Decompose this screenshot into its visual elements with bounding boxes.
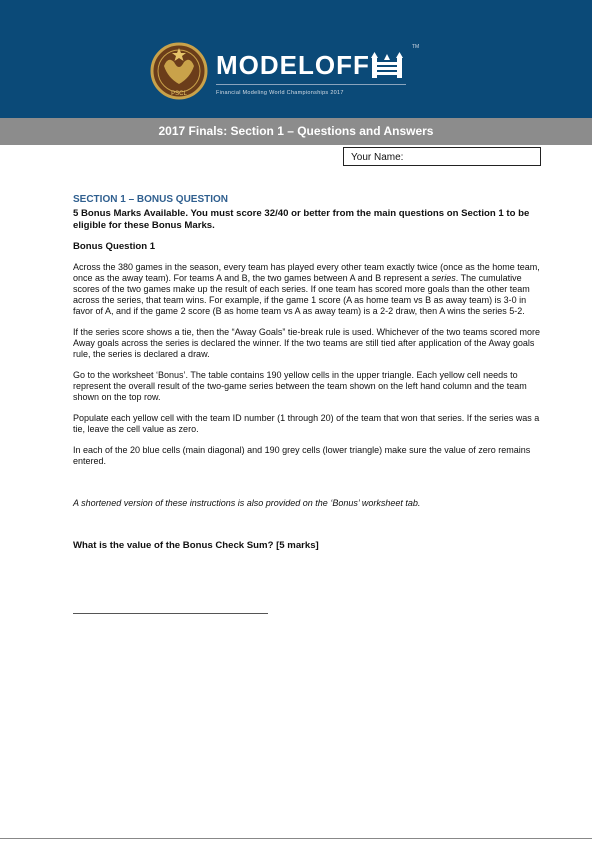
answer-line[interactable] [73, 613, 268, 614]
your-name-field[interactable]: Your Name: [343, 147, 541, 166]
paragraph-text: Across the 380 games in the season, every team has played every other team exactly twice (once as the home team, once as the away team). For teams A and B, the two games between A and B represent a [73, 262, 540, 283]
paragraph-tiebreak: If the series score shows a tie, then the “Away Goals” tie-break rule is used. Whichever of the two teams scored more Away goals across the series is declared the winner. If the two teams are still tied after application of the Away goals rule, the series is declared a draw. [73, 327, 541, 359]
bonus-section [73, 194, 543, 551]
pscl-seal-icon [150, 42, 208, 100]
brand-name: MODELOFF [216, 50, 370, 80]
bonus-notice: 5 Bonus Marks Available. You must score 32/40 or better from the main questions on Section 1 to be eligible for these Bonus Marks. [73, 208, 530, 231]
paragraph-zero-cells: In each of the 20 blue cells (main diagonal) and 190 grey cells (lower triangle) make sure the value of zero remains entered. [73, 445, 531, 466]
tagline: Financial Modeling World Championships 2017 [216, 90, 344, 96]
instructions-note: A shortened version of these instructions is also provided on the ‘Bonus’ worksheet tab. [73, 498, 421, 508]
paragraph-worksheet: Go to the worksheet ‘Bonus’. The table contains 190 yellow cells in the upper triangle. Each yellow cell needs to represent the overall result of the two-game series between the team shown on the left hand column and the team shown on the top row. [73, 370, 527, 402]
section-heading: SECTION 1 – BONUS QUESTION [73, 194, 229, 205]
trademark: TM [412, 44, 420, 50]
tagline-rule [216, 84, 406, 85]
question-check-sum: What is the value of the Bonus Check Sum? [5 marks] [73, 540, 319, 551]
page-title: 2017 Finals: Section 1 – Questions and Answers [0, 118, 592, 145]
header-banner [0, 0, 592, 118]
emphasis-series: series [431, 273, 456, 283]
paragraph-populate: Populate each yellow cell with the team ID number (1 through 20) of the team that won that series. If the series was a tie, leave the cell value as zero. [73, 413, 540, 434]
page-bottom-rule [0, 838, 592, 839]
modeloff-logo [150, 40, 420, 104]
paragraph-series-rules [73, 262, 543, 317]
question-title: Bonus Question 1 [73, 241, 156, 252]
brand-mark-icon [370, 52, 404, 80]
paragraph-text: . The cumulative scores of the two games make up the result of each series. If one team has scored more goals than the other team across the series, that team wins. For example, if the game 1 score (A as home team vs B as away team) is 3-0 in favor of A, and if the game 2 score (B as home team vs A as away team) is a 2-2 draw, then A wins the series 5-2. [73, 273, 530, 316]
seal-text: PSCL [171, 91, 187, 97]
